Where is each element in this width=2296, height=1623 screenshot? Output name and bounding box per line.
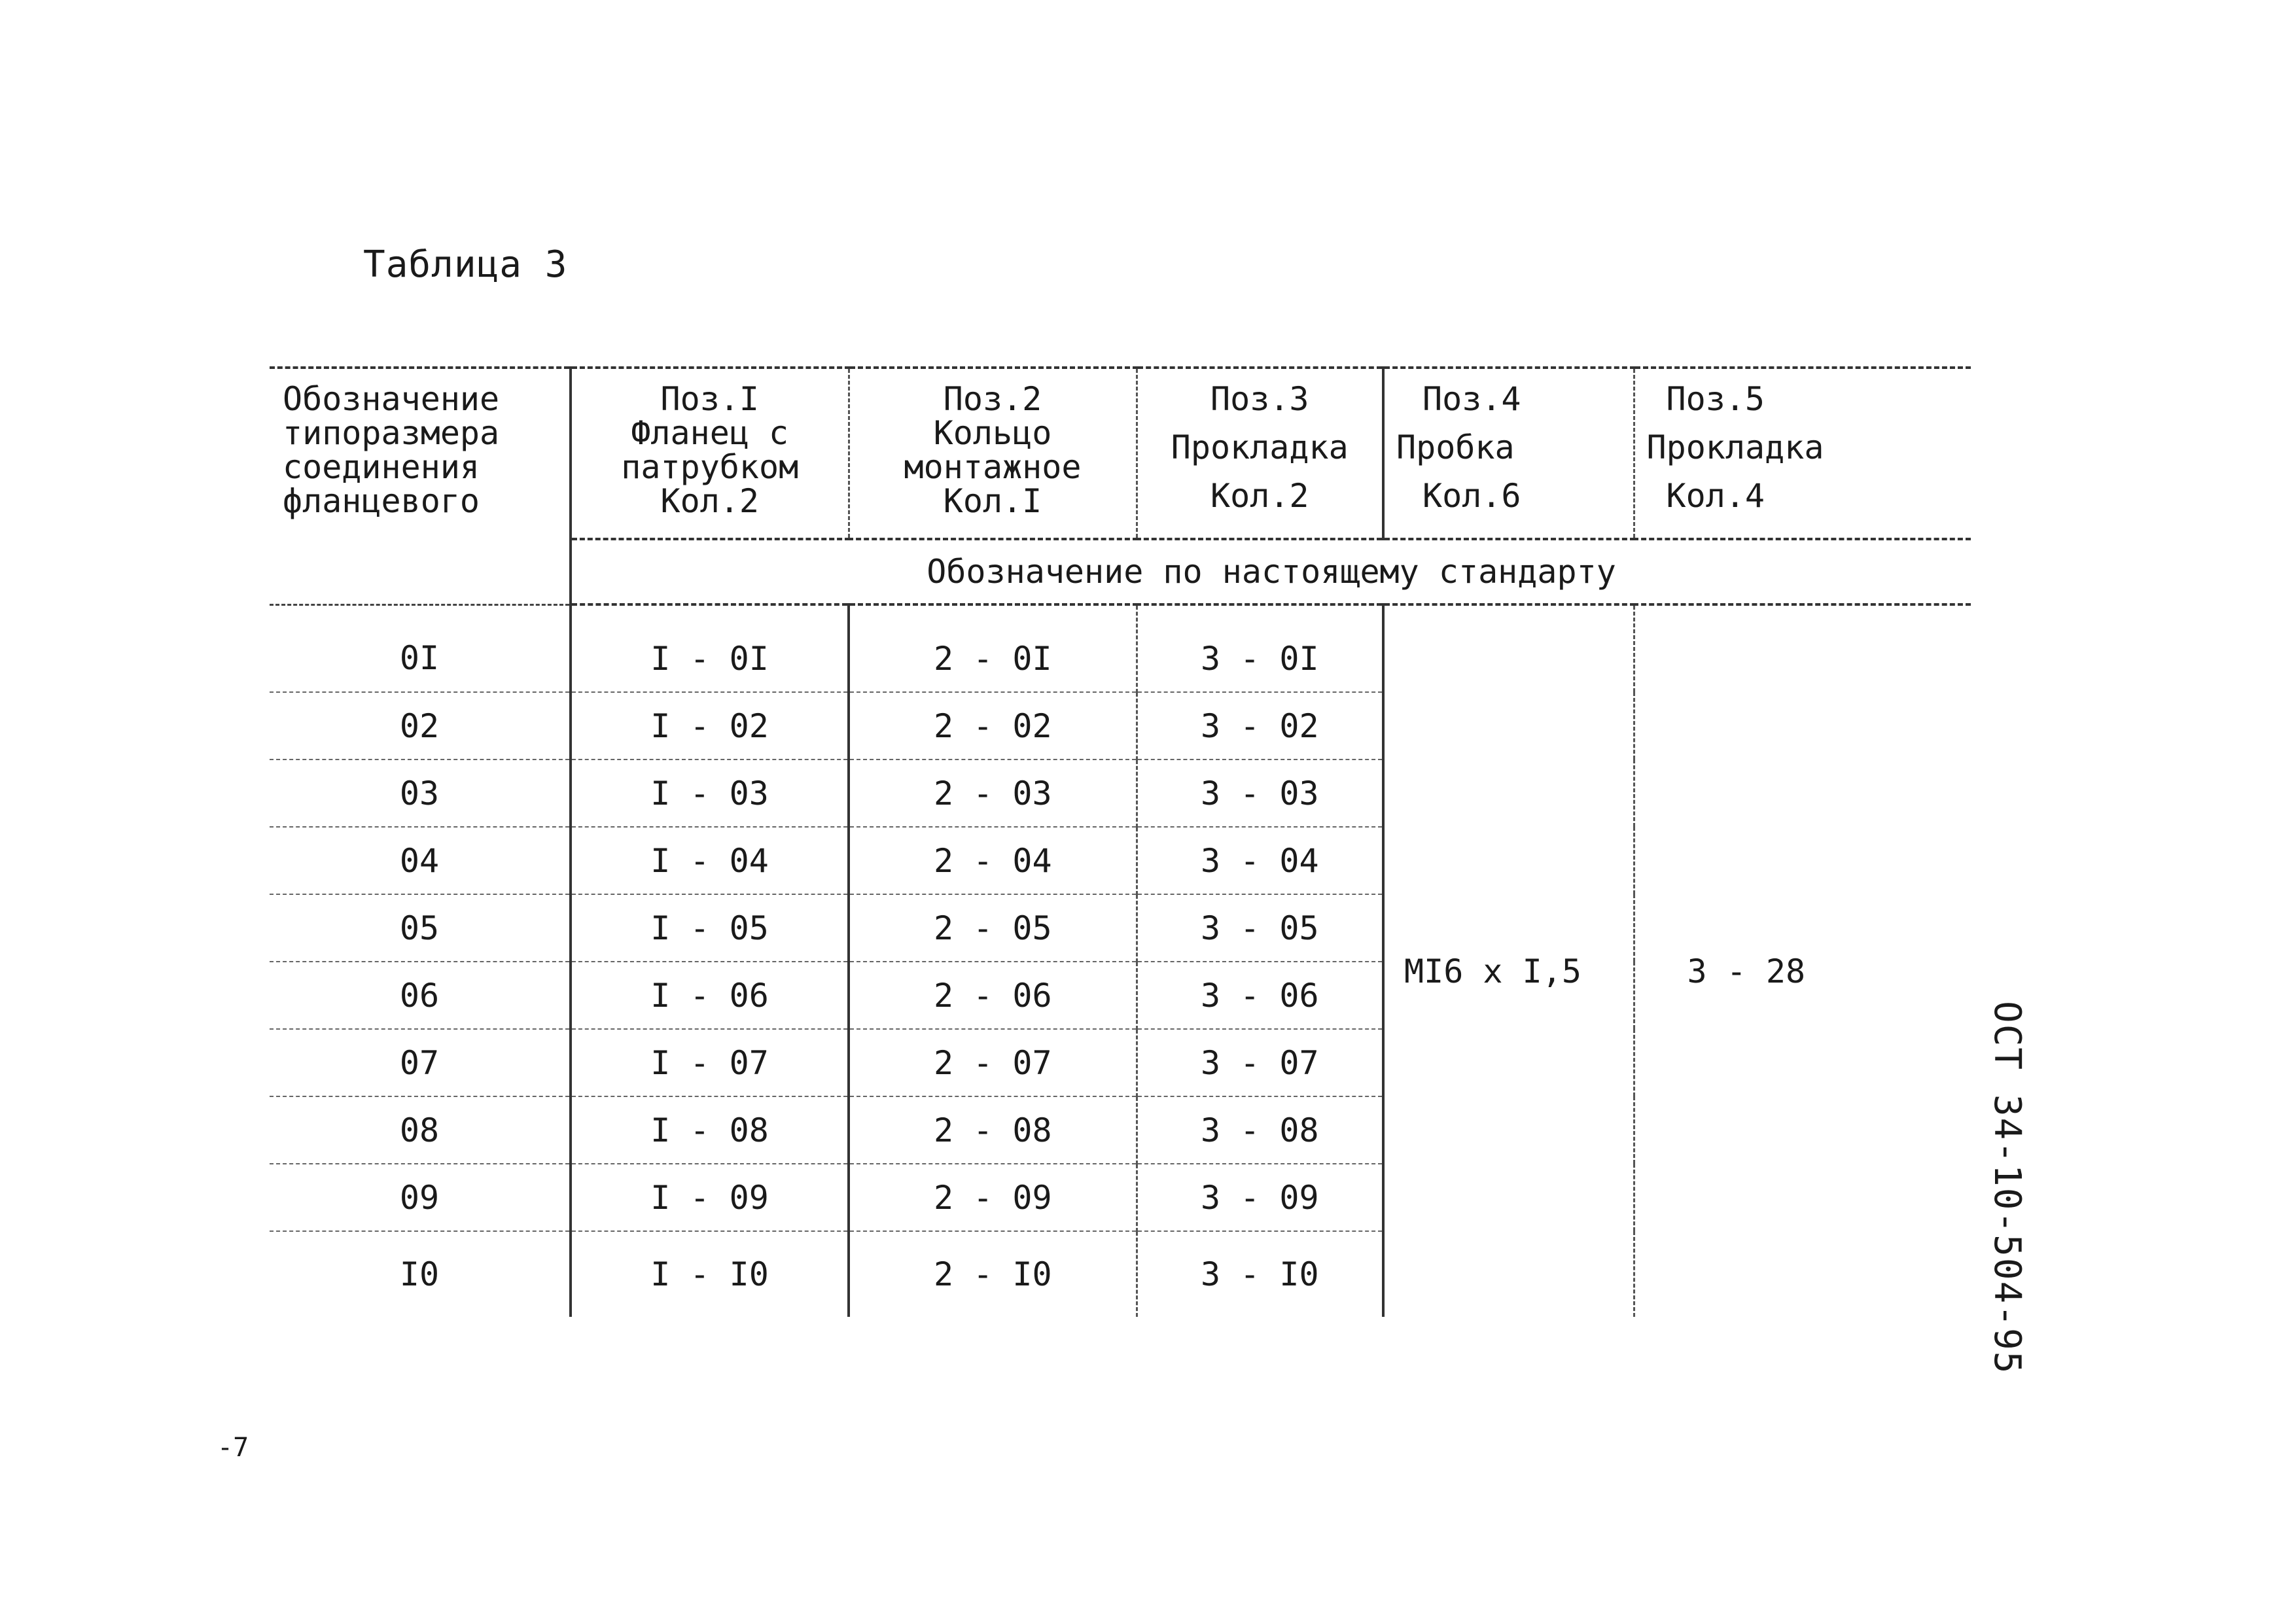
cell-pos3: 3 - 06 [1137,962,1383,1029]
spec-table [270,366,1971,1317]
cell-code: 0I [270,604,571,692]
header-pos-name: Фланец с [631,414,789,452]
cell-pos1: I - 05 [571,894,849,962]
header-pos-qty: Кол.2 [1210,477,1309,515]
cell-pos1: I - I0 [571,1231,849,1317]
cell-pos3: 3 - 07 [1137,1029,1383,1096]
header-pos-number: Поз.2 [943,380,1042,418]
cell-pos2: 2 - 09 [849,1164,1137,1231]
cell-pos1: I - 06 [571,962,849,1029]
header-pos2 [849,368,1137,539]
cell-pos3: 3 - 09 [1137,1164,1383,1231]
cell-pos2: 2 - 0I [849,604,1137,692]
cell-code: 05 [270,894,571,962]
document-code-text: ОСТ 34-10-504-95 [1986,1001,2028,1375]
cell-code: 09 [270,1164,571,1231]
header-pos3 [1137,368,1383,539]
header-designation-line: фланцевого [283,482,480,520]
header-pos1 [571,368,849,539]
header-pos-name: Прокладка [1171,428,1349,466]
cell-pos2: 2 - I0 [849,1231,1137,1317]
cell-pos3: 3 - 03 [1137,759,1383,827]
table-header-row [270,368,1971,539]
header-standard-label: Обозначение по настоящему стандарту [571,539,1971,604]
table-caption: Таблица 3 [363,243,568,286]
cell-code: 06 [270,962,571,1029]
header-pos-name: Прокладка [1646,428,1824,466]
cell-pos1: I - 08 [571,1096,849,1164]
spec-table-container [270,366,1971,1317]
cell-pos5-common: 3 - 28 [1634,604,1971,1317]
cell-code: 03 [270,759,571,827]
header-pos-name: Кольцо [933,414,1052,452]
header-pos-number: Поз.3 [1210,380,1309,418]
header-designation-line: типоразмера [283,414,500,452]
cell-code: 08 [270,1096,571,1164]
header-pos-qty: Кол.4 [1666,477,1765,515]
cell-pos3: 3 - 04 [1137,827,1383,894]
cell-code: 02 [270,692,571,759]
header-designation-line: соединения [283,448,480,486]
cell-code: I0 [399,1255,440,1293]
cell-pos2: 2 - 05 [849,894,1137,962]
header-pos-qty: Кол.6 [1422,477,1521,515]
cell-pos3: 3 - 02 [1137,692,1383,759]
cell-pos1: I - 03 [571,759,849,827]
header-pos-number: Поз.4 [1422,380,1521,418]
cell-pos1: I - 0I [571,604,849,692]
document-code-vertical [1976,1001,2035,1375]
cell-pos2: 2 - 02 [849,692,1137,759]
header-pos-name: Пробка [1396,428,1515,466]
header-pos-qty: Кол.2 [660,482,759,520]
cell-pos2: 2 - 06 [849,962,1137,1029]
header-designation-line: Обозначение [283,380,500,418]
cell-pos1: I - 09 [571,1164,849,1231]
cell-pos4-common: MI6 x I,5 [1404,952,1581,990]
header-pos5 [1634,368,1971,539]
cell-pos3: 3 - 05 [1137,894,1383,962]
header-pos-number: Поз.I [660,380,759,418]
header-pos-name: монтажное [904,448,1082,486]
header-pos-number: Поз.5 [1666,380,1765,418]
header-pos-name: патрубком [621,448,799,486]
header-pos4 [1383,368,1634,539]
cell-pos1: I - 07 [571,1029,849,1096]
cell-pos2: 2 - 07 [849,1029,1137,1096]
cell-pos1: I - 02 [571,692,849,759]
cell-pos2: 2 - 04 [849,827,1137,894]
cell-pos2: 2 - 03 [849,759,1137,827]
cell-pos1: I - 04 [571,827,849,894]
header-pos-qty: Кол.I [943,482,1042,520]
page-number: -7 [217,1433,249,1463]
cell-code: 04 [270,827,571,894]
header-designation [270,368,571,604]
table-row [270,604,1971,692]
cell-code: 07 [270,1029,571,1096]
cell-pos3: 3 - 0I [1137,604,1383,692]
cell-pos3: 3 - I0 [1137,1231,1383,1317]
cell-pos2: 2 - 08 [849,1096,1137,1164]
cell-pos3: 3 - 08 [1137,1096,1383,1164]
